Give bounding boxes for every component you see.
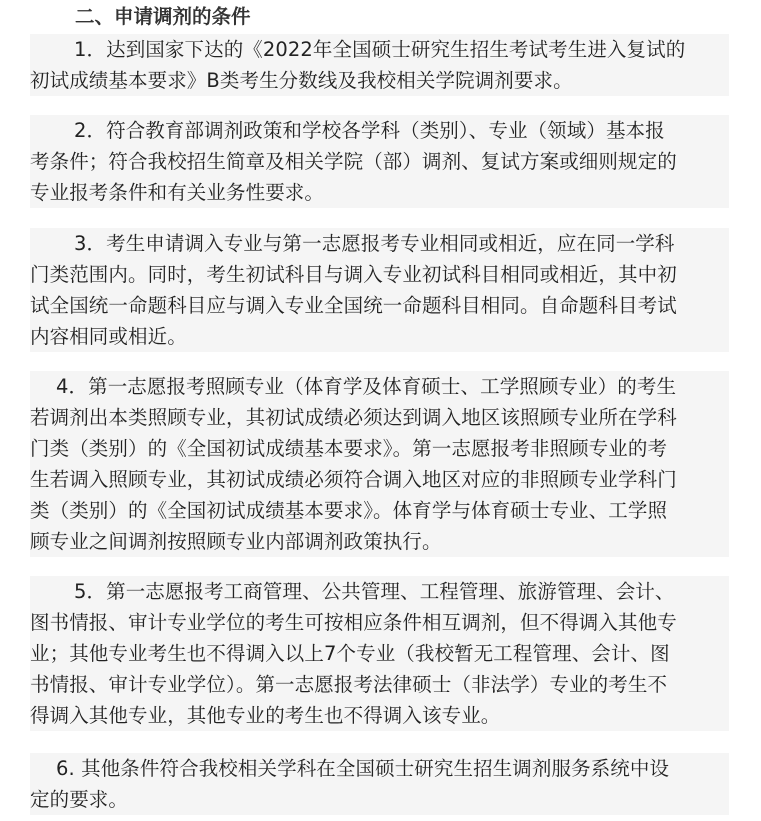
paragraph-line: 定的要求。 bbox=[30, 788, 129, 811]
paragraph-line: 生若调入照顾专业，其初试成绩必须符合调入地区对应的非照顾专业学科门 bbox=[30, 468, 677, 491]
paragraph-line: 5．第一志愿报考工商管理、公共管理、工程管理、旅游管理、会计、 bbox=[74, 580, 675, 603]
paragraph-line: 业；其他专业考生也不得调入以上7个专业（我校暂无工程管理、会计、图 bbox=[30, 642, 670, 665]
paragraph-line: 门类（类别）的《全国初试成绩基本要求》。第一志愿报考非照顾专业的考 bbox=[30, 437, 668, 460]
paragraph-line: 1．达到国家下达的《2022年全国硕士研究生招生考试考生进入复试的 bbox=[74, 38, 686, 61]
section-heading: 二、申请调剂的条件 bbox=[75, 5, 251, 28]
paragraph-line: 内容相同或相近。 bbox=[30, 325, 187, 348]
paragraph-line: 图书情报、审计专业学位的考生可按相应条件相互调剂，但不得调入其他专 bbox=[30, 611, 677, 634]
paragraph-line: 若调剂出本类照顾专业，其初试成绩必须达到调入地区该照顾专业所在学科 bbox=[30, 406, 677, 429]
condition-paragraph-3 bbox=[30, 228, 729, 352]
paragraph-line: 考条件；符合我校招生简章及相关学院（部）调剂、复试方案或细则规定的 bbox=[30, 150, 677, 173]
condition-paragraph-2 bbox=[30, 115, 729, 208]
paragraph-line: 书情报、审计专业学位）。第一志愿报考法律硕士（非法学）专业的考生不 bbox=[30, 673, 668, 696]
paragraph-line: 初试成绩基本要求》B类考生分数线及我校相关学院调剂要求。 bbox=[30, 69, 573, 92]
paragraph-line: 6. 其他条件符合我校相关学科在全国硕士研究生招生调剂服务系统中设 bbox=[56, 757, 670, 780]
paragraph-line: 门类范围内。同时，考生初试科目与调入专业初试科目相同或相近，其中初 bbox=[30, 263, 677, 286]
condition-paragraph-1 bbox=[30, 34, 729, 96]
paragraph-line: 3．考生申请调入专业与第一志愿报考专业相同或相近，应在同一学科 bbox=[74, 232, 675, 255]
paragraph-line: 类（类别）的《全国初试成绩基本要求》。体育学与体育硕士专业、工学照 bbox=[30, 499, 668, 522]
paragraph-line: 得调入其他专业，其他专业的考生也不得调入该专业。 bbox=[30, 704, 501, 727]
paragraph-line: 2．符合教育部调剂政策和学校各学科（类别）、专业（领域）基本报 bbox=[74, 119, 665, 142]
paragraph-line: 4．第一志愿报考照顾专业（体育学及体育硕士、工学照顾专业）的考生 bbox=[56, 375, 677, 398]
paragraph-line: 专业报考条件和有关业务性要求。 bbox=[30, 181, 325, 204]
condition-paragraph-4 bbox=[30, 371, 729, 557]
condition-paragraph-5 bbox=[30, 576, 729, 731]
paragraph-line: 试全国统一命题科目应与调入专业全国统一命题科目相同。自命题科目考试 bbox=[30, 294, 677, 317]
condition-paragraph-6 bbox=[30, 753, 729, 815]
paragraph-line: 顾专业之间调剂按照顾专业内部调剂政策执行。 bbox=[30, 530, 442, 553]
